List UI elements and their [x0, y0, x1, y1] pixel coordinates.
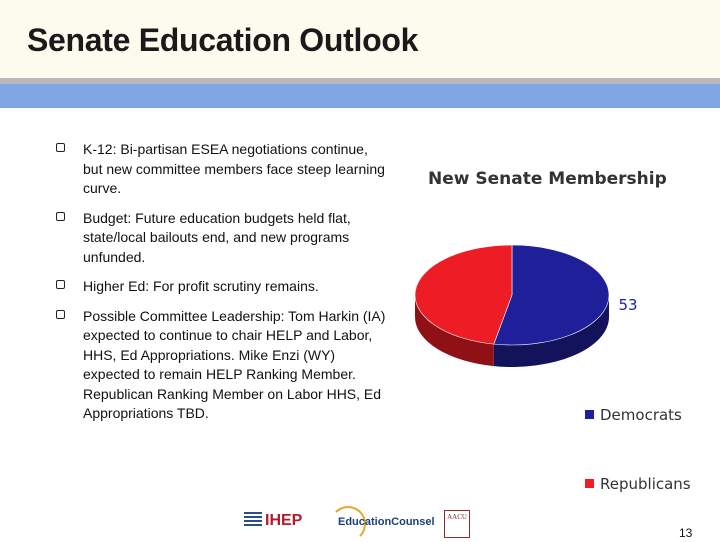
aacu-logo-text: AACU — [447, 513, 467, 521]
bullet-text: Possible Committee Leadership: Tom Harkin (IA) expected to continue to chair HELP and Labor, HHS, Ed Appropriations. Mike Enzi (WY) expected to remain HELP Ranking Member. Republican Ranking Member on Labor HHS, Ed Appropriations TBD. — [83, 307, 386, 421]
chart-title: New Senate Membership — [428, 169, 667, 189]
checkbox-bullet-icon — [56, 280, 65, 289]
page-number: 13 — [679, 526, 693, 540]
aacu-logo — [444, 510, 470, 538]
bullet-item — [56, 140, 386, 199]
bullet-item — [56, 307, 386, 424]
slide-title: Senate Education Outlook — [27, 22, 419, 58]
slide-header — [0, 0, 720, 78]
bullet-text: Higher Ed: For profit scrutiny remains. — [83, 278, 319, 294]
legend-label: Republicans — [600, 475, 691, 493]
legend-swatch — [585, 410, 594, 419]
bullet-item — [56, 277, 386, 297]
checkbox-bullet-icon — [56, 212, 65, 221]
ihep-stripes-icon — [244, 512, 262, 526]
ihep-logo-text: IHEP — [265, 512, 303, 529]
header-band — [0, 84, 720, 108]
legend-label: Democrats — [600, 406, 682, 424]
checkbox-bullet-icon — [56, 143, 65, 152]
pie-data-label-republicans: 47 — [442, 270, 462, 288]
bullet-list — [56, 140, 386, 434]
education-counsel-logo: EducationCounsel — [338, 516, 435, 528]
pie-chart — [400, 240, 650, 390]
legend-item-republicans — [585, 475, 691, 493]
bullet-item — [56, 209, 386, 268]
ihep-logo — [244, 512, 302, 530]
pie-data-label-democrats: 53 — [618, 296, 638, 314]
bullet-text: K-12: Bi-partisan ESEA negotiations continue, but new committee members face steep learning curve. — [83, 141, 385, 196]
legend-item-democrats — [585, 406, 682, 424]
checkbox-bullet-icon — [56, 310, 65, 319]
legend-swatch — [585, 479, 594, 488]
bullet-text: Budget: Future education budgets held flat, state/local bailouts end, and new programs unfunded. — [83, 209, 351, 265]
